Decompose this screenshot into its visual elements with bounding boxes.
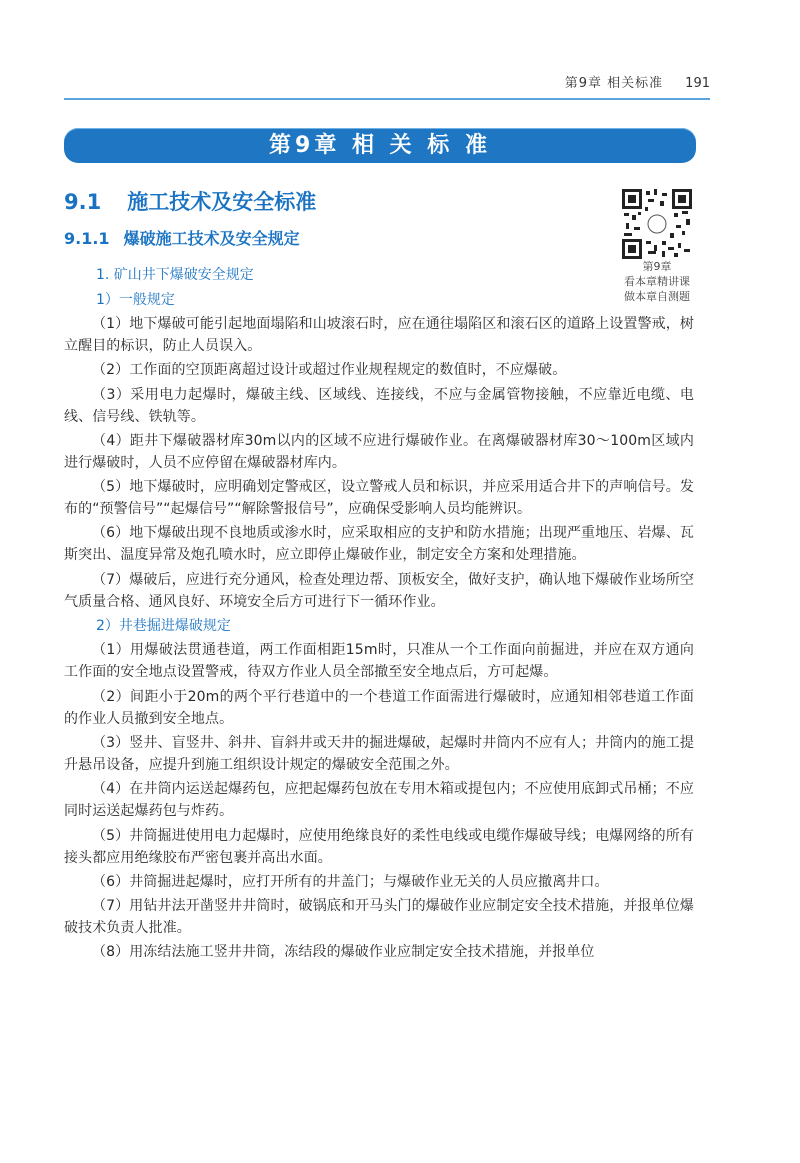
shaft-heading: 2）井巷掘进爆破规定 <box>96 618 231 635</box>
running-head <box>480 72 710 91</box>
section-title: 施工技术及安全标准 <box>127 190 317 214</box>
page-number: 191 <box>685 76 710 91</box>
topic-heading: 1. 矿山井下爆破安全规定 <box>96 267 254 283</box>
paragraph: （3）竖井、盲竖井、斜井、盲斜井或天井的掘进爆破，起爆时井筒内不应有人；井筒内的施工提升悬吊设备，应提升到施工组织设计规定的爆破安全范围之外。 <box>64 734 694 773</box>
general-heading: 1）一般规定 <box>96 292 175 308</box>
paragraph: （2）工作面的空顶距离超过设计或超过作业规程规定的数值时，不应爆破。 <box>92 362 567 379</box>
paragraph: （5）井筒掘进使用电力起爆时，应使用绝缘良好的柔性电线或电缆作爆破导线；电爆网络的所有接头都应用绝缘胶布严密包裹并高出水面。 <box>64 827 694 866</box>
paragraph: （5）地下爆破时，应明确划定警戒区，设立警戒人员和标识，并应采用适合井下的声响信号。发布的“预警信号”“起爆信号”“解除警报信号”，应确保受影响人员均能辨识。 <box>64 479 694 518</box>
paragraph: （7）用钻井法开凿竖井井筒时，破锅底和开马头门的爆破作业应制定安全技术措施，并报单位爆破技术负责人批准。 <box>64 898 694 937</box>
qr-caption <box>604 259 710 304</box>
subsection-heading <box>64 226 300 249</box>
section-heading <box>64 186 316 216</box>
qr-caption-line: 第9章 <box>642 260 672 273</box>
qr-caption-line: 做本章自测题 <box>624 290 690 303</box>
qr-caption-line: 看本章精讲课 <box>624 275 690 288</box>
running-head-chapter: 第9章 相关标准 <box>564 76 664 91</box>
paragraph: （1）用爆破法贯通巷道，两工作面相距15m时，只准从一个工作面向前掘进，并应在双方通向工作面的安全地点设置警戒，待双方作业人员全部撤至安全地点后，方可起爆。 <box>64 642 694 681</box>
paragraph: （4）距井下爆破器材库30m以内的区域不应进行爆破作业。在离爆破器材库30～100m区域内进行爆破时，人员不应停留在爆破器材库内。 <box>64 432 694 471</box>
subsection-title: 爆破施工技术及安全规定 <box>123 229 300 248</box>
section-number: 9.1 <box>64 190 102 214</box>
qr-code-icon[interactable] <box>622 189 692 259</box>
chapter-title: 第9章 相 关 标 准 <box>269 133 491 158</box>
chapter-banner <box>64 128 696 163</box>
paragraph: （6）地下爆破出现不良地质或渗水时，应采取相应的支护和防水措施；出现严重地压、岩爆、瓦斯突出、温度异常及炮孔喷水时，应立即停止爆破作业，制定安全方案和处理措施。 <box>64 525 694 564</box>
paragraph: （8）用冻结法施工竖井井筒，冻结段的爆破作业应制定安全技术措施，并报单位 <box>92 944 595 961</box>
paragraph: （1）地下爆破可能引起地面塌陷和山坡滚石时，应在通往塌陷区和滚石区的道路上设置警戒，树立醒目的标识，防止人员误入。 <box>64 316 694 354</box>
header-rule <box>64 98 710 100</box>
paragraph: （6）井筒掘进起爆时，应打开所有的井盖门；与爆破作业无关的人员应撤离井口。 <box>92 873 609 890</box>
paragraph: （4）在井筒内运送起爆药包，应把起爆药包放在专用木箱或提包内；不应使用底卸式吊桶；不应同时运送起爆药包与炸药。 <box>64 781 694 820</box>
body-text <box>64 313 694 966</box>
paragraph: （7）爆破后，应进行充分通风，检查处理边帮、顶板安全，做好支护，确认地下爆破作业场所空气质量合格、通风良好、环境安全后方可进行下一循环作业。 <box>64 571 694 610</box>
paragraph: （3）采用电力起爆时，爆破主线、区域线、连接线，不应与金属管物接触，不应靠近电缆、电线、信号线、铁轨等。 <box>64 386 694 425</box>
subsection-number: 9.1.1 <box>64 229 110 248</box>
paragraph: （2）间距小于20m的两个平行巷道中的一个巷道工作面需进行爆破时，应通知相邻巷道工作面的作业人员撤到安全地点。 <box>64 688 694 727</box>
